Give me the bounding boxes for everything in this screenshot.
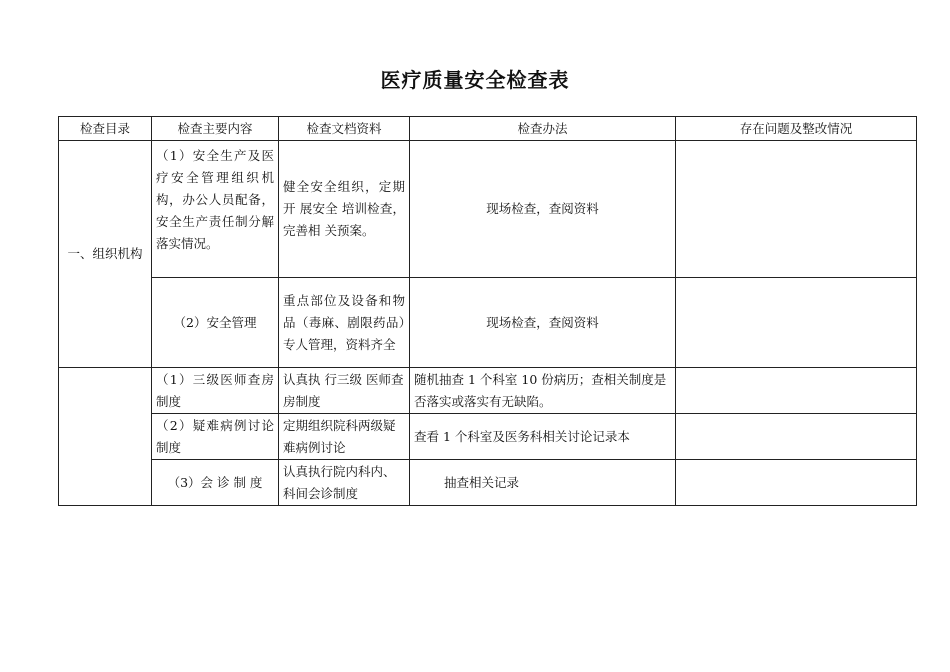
method-cell: 现场检查，查阅资料 — [410, 278, 676, 368]
content-cell: （2）疑难病例讨论制度 — [152, 414, 279, 460]
method-cell: 查看 1 个科室及医务科相关讨论记录本 — [410, 414, 676, 460]
documents-cell: 健全安全组织，定期开 展安全 培训检查， 完善相 关预案。 — [279, 141, 410, 278]
issues-cell — [676, 460, 917, 506]
table-row — [59, 141, 917, 278]
method-cell: 抽查相关记录 — [410, 460, 676, 506]
table-row — [59, 368, 917, 414]
category-cell — [59, 141, 152, 368]
content-cell: （1）三级医师查房制度 — [152, 368, 279, 414]
issues-cell — [676, 141, 917, 278]
header-issues: 存在问题及整改情况 — [676, 117, 917, 141]
documents-cell: 重点部位及设备和物品（毒麻、剧限药品）专人管理，资料齐全 — [279, 278, 410, 368]
documents-cell: 定期组织院科两级疑难病例讨论 — [279, 414, 410, 460]
content-cell: （1）安全生产及医疗安全管理组织机构，办公人员配备，安全生产责任制分解落实情况。 — [152, 141, 279, 278]
documents-cell: 认真执行院内科内、科间会诊制度 — [279, 460, 410, 506]
issues-cell — [676, 278, 917, 368]
category-label: 一、组织机构 — [67, 246, 143, 261]
header-method: 检查办法 — [410, 117, 676, 141]
content-cell: （3）会 诊 制 度 — [152, 460, 279, 506]
documents-cell: 认真执 行三级 医师查房制度 — [279, 368, 410, 414]
method-cell: 随机抽查 1 个科室 10 份病历；查相关制度是否落实或落实有无缺陷。 — [410, 368, 676, 414]
page-title: 医疗质量安全检查表 — [380, 68, 570, 92]
header-category: 检查目录 — [59, 117, 152, 141]
method-cell: 现场检查，查阅资料 — [410, 141, 676, 278]
inspection-table — [58, 116, 917, 506]
table-row — [59, 414, 917, 460]
table-row — [59, 460, 917, 506]
header-row — [59, 117, 917, 141]
content-cell: （2）安全管理 — [152, 278, 279, 368]
table-row — [59, 278, 917, 368]
issues-cell — [676, 414, 917, 460]
header-documents: 检查文档资料 — [279, 117, 410, 141]
issues-cell — [676, 368, 917, 414]
category-cell — [59, 368, 152, 506]
header-content: 检查主要内容 — [152, 117, 279, 141]
